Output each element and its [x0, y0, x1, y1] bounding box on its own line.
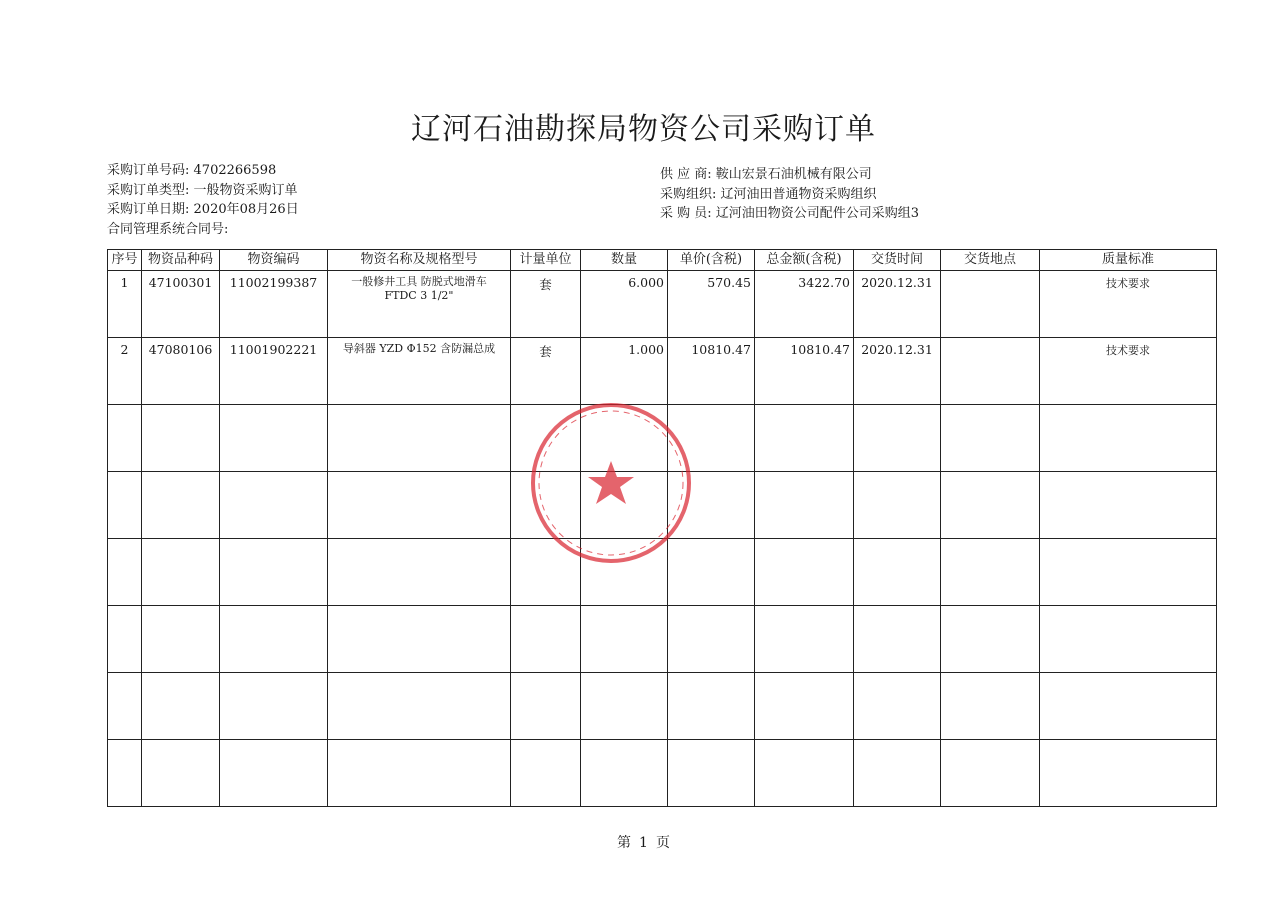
cell-delivery-place [941, 271, 1040, 338]
order-date-value: 2020年08月26日 [193, 202, 299, 217]
order-type-value: 一般物资采购订单 [193, 182, 298, 198]
order-type-row [107, 180, 299, 200]
document-title: 辽河石油勘探局物资公司采购订单 [411, 112, 876, 147]
cell-qty: 1.000 [581, 338, 668, 405]
cell-seq: 2 [108, 338, 142, 405]
cell-quality: 技术要求 [1040, 338, 1217, 405]
col-header-unit-price: 单价(含税) [668, 250, 755, 271]
empty-row [108, 740, 1217, 807]
buyer-row [660, 203, 919, 223]
cell-delivery-date: 2020.12.31 [854, 271, 941, 338]
cell-quality: 技术要求 [1040, 271, 1217, 338]
col-header-qty: 数量 [581, 250, 668, 271]
col-header-delivery-date: 交货时间 [854, 250, 941, 271]
order-date-label: 采购订单日期: [107, 202, 190, 217]
empty-row [108, 405, 1217, 472]
order-number-row [107, 160, 299, 180]
empty-row [108, 673, 1217, 740]
cell-name-spec [328, 338, 511, 405]
col-header-kind-code: 物资品种码 [142, 250, 220, 271]
cell-delivery-date: 2020.12.31 [854, 338, 941, 405]
cell-unit-price: 10810.47 [668, 338, 755, 405]
page-suffix: 页 [655, 835, 670, 851]
contract-number-label: 合同管理系统合同号: [107, 221, 229, 237]
cell-material-code: 11002199387 [220, 271, 328, 338]
cell-seq: 1 [108, 271, 142, 338]
order-number-value: 4702266598 [193, 163, 277, 178]
supplier-label: 供 应 商: [660, 167, 712, 182]
col-header-seq: 序号 [108, 250, 142, 271]
col-header-total: 总金额(含税) [755, 250, 854, 271]
contract-number-row [107, 219, 299, 239]
cell-kind-code: 47100301 [142, 271, 220, 338]
col-header-material-code: 物资编码 [220, 250, 328, 271]
name-line-1: 一般修井工具 防脱式地滑车 [351, 275, 487, 288]
col-header-delivery-place: 交货地点 [941, 250, 1040, 271]
cell-material-code: 11001902221 [220, 338, 328, 405]
name-line-1: 导斜器 YZD Φ152 含防漏总成 [342, 342, 496, 355]
cell-unit: 套 [511, 271, 581, 338]
order-type-label: 采购订单类型: [107, 182, 190, 198]
order-number-label: 采购订单号码: [107, 163, 190, 178]
cell-delivery-place [941, 338, 1040, 405]
table-header-row [108, 250, 1217, 271]
order-info-right [660, 164, 919, 223]
buyer-value: 辽河油田物资公司配件公司采购组3 [715, 206, 920, 221]
supplier-row [660, 164, 919, 184]
cell-unit-price: 570.45 [668, 271, 755, 338]
page-number: 1 [639, 835, 648, 851]
col-header-unit: 计量单位 [511, 250, 581, 271]
order-items-table [107, 249, 1217, 807]
purchasing-org-value: 辽河油田普通物资采购组织 [720, 186, 877, 202]
cell-name-spec [328, 271, 511, 338]
page-footer [0, 832, 1287, 852]
table-row [108, 338, 1217, 405]
cell-qty: 6.000 [581, 271, 668, 338]
col-header-quality: 质量标准 [1040, 250, 1217, 271]
cell-total: 3422.70 [755, 271, 854, 338]
page-prefix: 第 [617, 835, 632, 851]
name-line-2: FTDC 3 1/2" [384, 289, 454, 302]
purchasing-org-row [660, 184, 919, 204]
purchasing-org-label: 采购组织: [660, 186, 717, 202]
cell-total: 10810.47 [755, 338, 854, 405]
order-date-row [107, 199, 299, 219]
cell-unit: 套 [511, 338, 581, 405]
table-row [108, 271, 1217, 338]
buyer-label: 采 购 员: [660, 206, 712, 221]
supplier-value: 鞍山宏景石油机械有限公司 [715, 167, 872, 182]
col-header-name-spec: 物资名称及规格型号 [328, 250, 511, 271]
empty-row [108, 539, 1217, 606]
empty-row [108, 472, 1217, 539]
cell-kind-code: 47080106 [142, 338, 220, 405]
empty-row [108, 606, 1217, 673]
order-info-left [107, 160, 299, 238]
